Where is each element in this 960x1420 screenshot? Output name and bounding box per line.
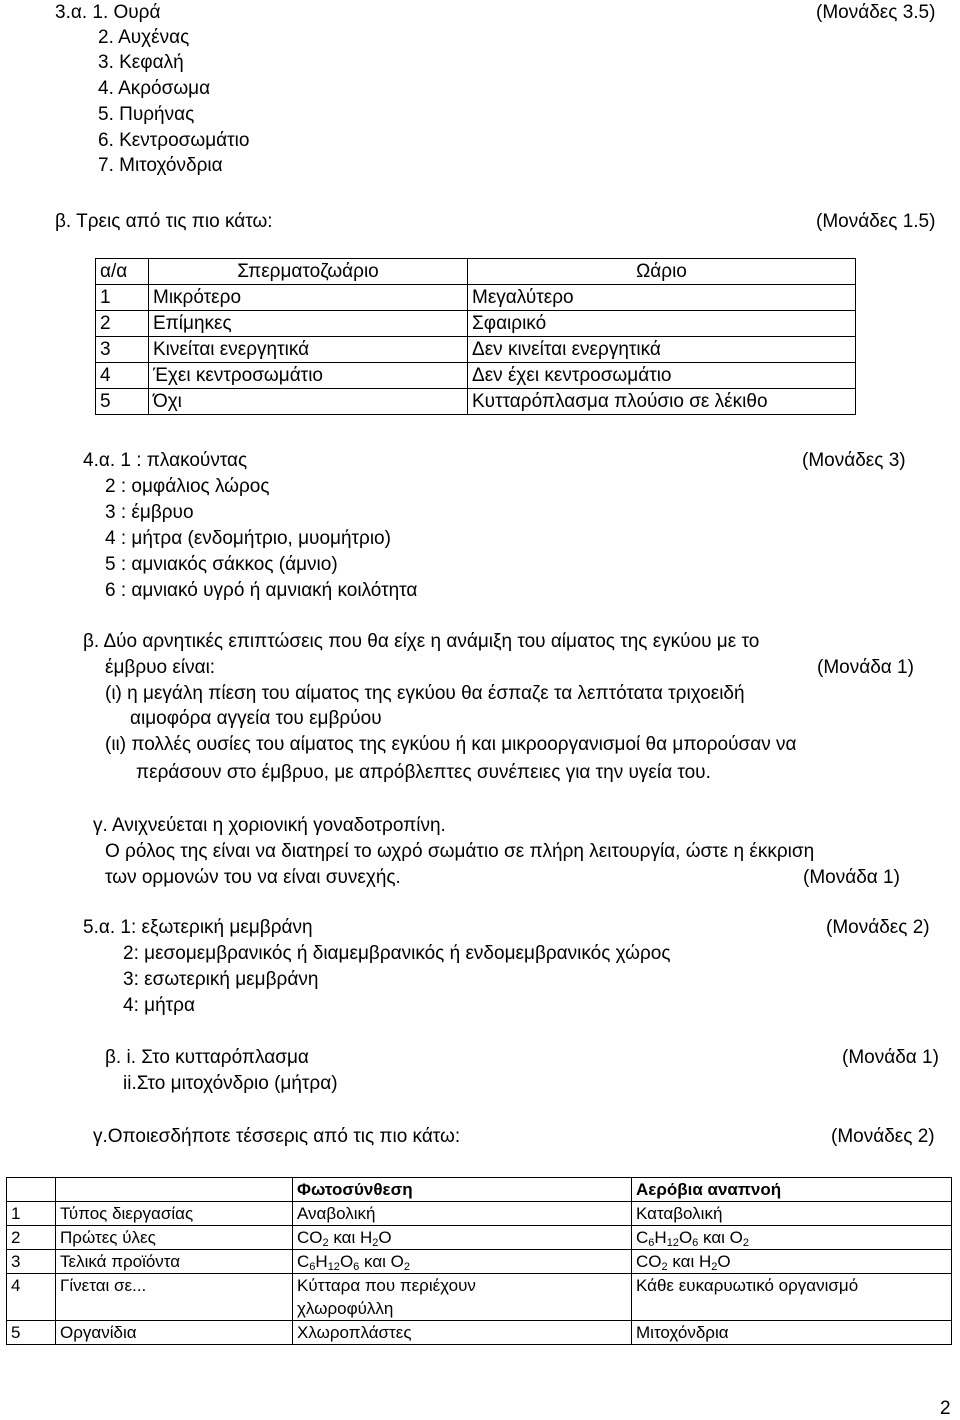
row-photosynthesis <box>293 1250 632 1274</box>
q4a-item-6: 6 : αμνιακό υγρό ή αμνιακή κοιλότητα <box>105 580 418 601</box>
q3b-marks: (Μονάδες 1.5) <box>816 211 936 232</box>
formula-part: H <box>315 1252 328 1271</box>
subscript: 2 <box>403 1261 410 1273</box>
q4a-item-2: 2 : ομφάλιος λώρος <box>105 476 270 497</box>
q4b-line-6: περάσουν στο έμβρυο, με απρόβλεπτες συνέπειες για την υγεία του. <box>136 762 711 783</box>
row-label: Τελικά προϊόντα <box>56 1250 293 1274</box>
q5a-item-4: 4: μήτρα <box>123 995 195 1016</box>
row-photosynthesis: Αναβολική <box>293 1202 632 1226</box>
header-respiration: Αερόβια αναπνοή <box>632 1178 952 1202</box>
q3b-intro: β. Τρεις από τις πιο κάτω: <box>55 211 273 232</box>
table-row <box>7 1321 952 1345</box>
table-row <box>7 1274 952 1321</box>
row-label: Γίνεται σε... <box>56 1274 293 1321</box>
sperm-egg-comparison-table <box>95 258 856 415</box>
subscript: 2 <box>372 1237 379 1249</box>
formula-part: και O <box>698 1228 743 1247</box>
row-index: 3 <box>96 337 149 363</box>
q5b-marks: (Μονάδα 1) <box>842 1047 939 1068</box>
q5a-marks: (Μονάδες 2) <box>826 917 930 938</box>
q3a-item-1: 3.α. 1. Ουρά <box>55 2 161 23</box>
q3a-item-5: 5. Πυρήνας <box>98 104 195 125</box>
header-index: α/α <box>96 259 149 285</box>
row-egg: Μεγαλύτερο <box>468 285 856 311</box>
row-label: Τύπος διεργασίας <box>56 1202 293 1226</box>
row-num: 2 <box>7 1226 56 1250</box>
q4c-line-3: των ορμονών του να είναι συνεχής. <box>105 867 401 888</box>
subscript: 12 <box>666 1237 679 1249</box>
row-num: 4 <box>7 1274 56 1321</box>
q3a-item-7: 7. Μιτοχόνδρια <box>98 155 223 176</box>
q3a-item-4: 4. Ακρόσωμα <box>98 78 211 99</box>
cell-line: Κύτταρα που περιέχουν <box>297 1276 476 1295</box>
q4c-line-1: γ. Ανιχνεύεται η χοριονική γοναδοτροπίνη. <box>93 815 446 836</box>
subscript: 2 <box>711 1261 718 1273</box>
formula-part: O <box>378 1228 392 1247</box>
header-label <box>56 1178 293 1202</box>
subscript: 6 <box>309 1261 316 1273</box>
q4b-line-2: έμβρυο είναι: <box>105 657 216 678</box>
subscript: 6 <box>353 1261 360 1273</box>
row-respiration: Καταβολική <box>632 1202 952 1226</box>
subscript: 2 <box>322 1237 329 1249</box>
page-number: 2 <box>940 1398 951 1419</box>
row-egg: Κυτταρόπλασμα πλούσιο σε λέκιθο <box>468 389 856 415</box>
table-row <box>7 1226 952 1250</box>
table-row <box>96 337 856 363</box>
header-photosynthesis: Φωτοσύνθεση <box>293 1178 632 1202</box>
row-respiration: Μιτοχόνδρια <box>632 1321 952 1345</box>
photosynthesis-respiration-table <box>6 1177 952 1345</box>
q3a-item-6: 6. Κεντροσωμάτιο <box>98 130 250 151</box>
row-index: 1 <box>96 285 149 311</box>
formula-part: O <box>339 1252 354 1271</box>
formula-part: C <box>636 1228 649 1247</box>
formula-part: και H <box>328 1228 373 1247</box>
row-photosynthesis <box>293 1226 632 1250</box>
subscript: 12 <box>327 1261 340 1273</box>
q5a-item-3: 3: εσωτερική μεμβράνη <box>123 969 319 990</box>
formula-part: O <box>717 1252 731 1271</box>
table-header-row <box>96 259 856 285</box>
subscript: 2 <box>661 1261 668 1273</box>
header-sperm: Σπερματοζωάριο <box>149 259 468 285</box>
row-sperm: Κινείται ενεργητικά <box>149 337 468 363</box>
formula-part: και H <box>667 1252 712 1271</box>
header-egg: Ωάριο <box>468 259 856 285</box>
subscript: 6 <box>692 1237 699 1249</box>
subscript: 6 <box>648 1237 655 1249</box>
row-sperm: Μικρότερο <box>149 285 468 311</box>
q5a-item-2: 2: μεσομεμβρανικός ή διαμεμβρανικός ή ενδομεμβρανικός χώρος <box>123 943 671 964</box>
q5b-item-2: ii.Στο μιτοχόνδριο (μήτρα) <box>123 1073 338 1094</box>
q4a-item-5: 5 : αμνιακός σάκκος (άμνιο) <box>105 554 338 575</box>
q3a-marks: (Μονάδες 3.5) <box>816 2 936 23</box>
header-num <box>7 1178 56 1202</box>
row-photosynthesis <box>293 1274 632 1321</box>
table-row <box>96 389 856 415</box>
cell-line: χλωροφύλλη <box>297 1299 394 1318</box>
row-photosynthesis: Χλωροπλάστες <box>293 1321 632 1345</box>
q4a-item-4: 4 : μήτρα (ενδομήτριο, μυομήτριο) <box>105 528 391 549</box>
row-num: 3 <box>7 1250 56 1274</box>
row-respiration <box>632 1250 952 1274</box>
formula-part: και O <box>359 1252 404 1271</box>
row-label: Πρώτες ύλες <box>56 1226 293 1250</box>
q4b-line-4: αιμοφόρα αγγεία του εμβρύου <box>130 708 382 729</box>
q4b-line-5: (ιι) πολλές ουσίες του αίματος της εγκύου ή και μικροοργανισμοί θα μπορούσαν να <box>105 734 797 755</box>
formula-part: C <box>297 1252 310 1271</box>
row-index: 2 <box>96 311 149 337</box>
q4a-marks: (Μονάδες 3) <box>802 450 906 471</box>
subscript: 2 <box>742 1237 749 1249</box>
q4a-item-1: 4.α. 1 : πλακούντας <box>83 450 248 471</box>
row-egg: Δεν έχει κεντροσωμάτιο <box>468 363 856 389</box>
q5b-item-1: β. i. Στο κυτταρόπλασμα <box>105 1047 309 1068</box>
q4c-line-2: Ο ρόλος της είναι να διατηρεί το ωχρό σωμάτιο σε πλήρη λειτουργία, ώστε η έκκριση <box>105 841 815 862</box>
q5c-marks: (Μονάδες 2) <box>831 1126 935 1147</box>
q3a-item-3: 3. Κεφαλή <box>98 52 184 73</box>
formula-part: O <box>678 1228 693 1247</box>
table-header-row <box>7 1178 952 1202</box>
formula-part: CO <box>636 1252 662 1271</box>
row-num: 5 <box>7 1321 56 1345</box>
row-respiration: Κάθε ευκαρυωτικό οργανισμό <box>632 1274 952 1321</box>
row-sperm: Όχι <box>149 389 468 415</box>
table-row <box>96 285 856 311</box>
table-row <box>7 1250 952 1274</box>
q4b-line-1: β. Δύο αρνητικές επιπτώσεις που θα είχε η ανάμιξη του αίματος της εγκύου με το <box>83 631 760 652</box>
q3a-item-2: 2. Αυχένας <box>98 27 190 48</box>
table-row <box>96 363 856 389</box>
row-num: 1 <box>7 1202 56 1226</box>
row-sperm: Επίμηκες <box>149 311 468 337</box>
row-respiration <box>632 1226 952 1250</box>
row-index: 5 <box>96 389 149 415</box>
formula-part: CO <box>297 1228 323 1247</box>
row-label: Οργανίδια <box>56 1321 293 1345</box>
row-sperm: Έχει κεντροσωμάτιο <box>149 363 468 389</box>
row-egg: Δεν κινείται ενεργητικά <box>468 337 856 363</box>
row-egg: Σφαιρικό <box>468 311 856 337</box>
table-row <box>96 311 856 337</box>
q5a-item-1: 5.α. 1: εξωτερική μεμβράνη <box>83 917 313 938</box>
table-row <box>7 1202 952 1226</box>
formula-part: H <box>654 1228 667 1247</box>
q4c-marks: (Μονάδα 1) <box>803 867 900 888</box>
q4b-line-3: (ι) η μεγάλη πίεση του αίματος της εγκύου θα έσπαζε τα λεπτότατα τριχοειδή <box>105 683 745 704</box>
q4a-item-3: 3 : έμβρυο <box>105 502 194 523</box>
q4b-marks: (Μονάδα 1) <box>817 657 914 678</box>
row-index: 4 <box>96 363 149 389</box>
q5c-intro: γ.Οποιεσδήποτε τέσσερις από τις πιο κάτω: <box>93 1126 461 1147</box>
